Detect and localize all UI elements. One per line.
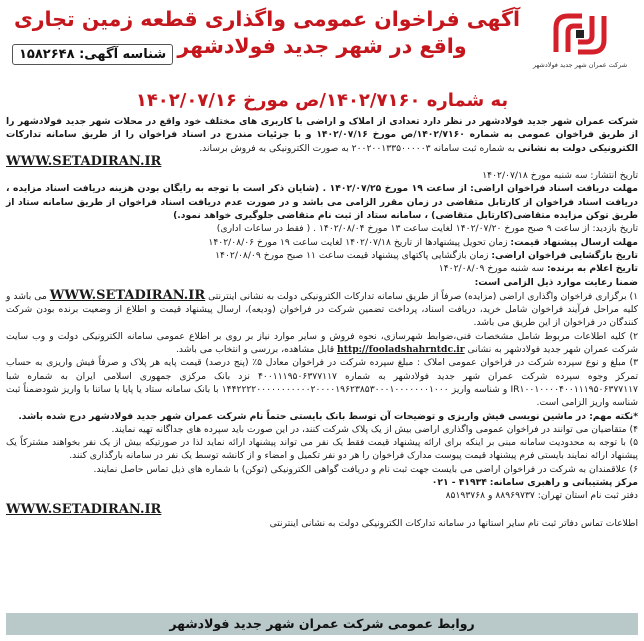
docs-deadline bbox=[6, 182, 638, 222]
winner-date-label: تاریخ اعلام به برنده: bbox=[546, 263, 638, 275]
note-2 bbox=[6, 330, 638, 357]
winner-date-text: سه شنبه مورخ ۱۴۰۲/۰۸/۰۹ bbox=[438, 263, 545, 275]
title-line-2: واقع در شهر جدید فولادشهر bbox=[177, 34, 467, 58]
tehran-registration: دفتر ثبت نام استان تهران: ۸۸۹۶۹۷۳۷ و ۸۵۱۹۳۷۶۸ bbox=[445, 490, 638, 502]
notice-header bbox=[6, 4, 638, 92]
fooladshahr-link[interactable]: http://fooladshahrntdc.ir bbox=[337, 344, 465, 356]
ad-number-value: ۱۵۸۲۶۴۸ bbox=[19, 47, 75, 62]
notice-body bbox=[6, 115, 638, 530]
support-phone: ۴۱۹۳۴ - ۰۲۱ bbox=[431, 477, 487, 489]
opening-date-label: تاریخ بازگشایی فراخوان اراضی: bbox=[491, 249, 638, 261]
note-3-important: *نکته مهم: در ماشین نویسی فیش واریزی و توضیحات آن توسط بانک بایستی حتماً نام شرکت عمران شهر جدید فولادشهر درج شده باشد. bbox=[18, 410, 638, 422]
url-line-3 bbox=[6, 503, 638, 517]
intro-text: شرکت عمران شهر جدید فولادشهر در نظر دارد تعدادی از املاک و اراضی با کاربری های مختلف خود واقع در محلات شهر جدید فولادشهر را از طریق فراخوان عمومی به شماره ۱۴۰۲/۷۱۶۰/ص مورخ ۱۴۰۲/۰۷/۱۶ و با جزئیات مندرج در اسناد فراخوان را از طریق سامانه تدارکات الکترونیکی دولت به نشانی bbox=[6, 116, 638, 154]
ad-number-badge bbox=[12, 44, 173, 65]
public-relations-footer: روابط عمومی شرکت عمران شهر جدید فولادشهر bbox=[6, 613, 638, 635]
docs-deadline-text: از ساعت ۱۹ مورخ ۱۴۰۲/۰۷/۲۵ . (شایان ذکر است با توجه به رایگان بودن هزینه دریافت اسناد مزایده ، دریافت اسناد فراخوان از کارتابل متقاضی در زمان مقرر الزامی می باشد و در صورت عدم دریافت اسناد فراخوان از طریق سامانه ستاد از طریق توکن مزایده متقاضی(کارتابل متقاضی) ، سامانه ستاد از ثبت نام متقاضی جلوگیری خواهد نمود.) bbox=[6, 183, 638, 222]
publish-date: تاریخ انتشار: سه شنبه مورخ ۱۴۰۲/۰۷/۱۸ bbox=[482, 170, 638, 182]
notes-title: ضمنا رعایت موارد ذیل الزامی است: bbox=[474, 276, 638, 288]
ad-number-label: شناسه آگهی: bbox=[79, 47, 167, 62]
note-1-text-2: می باشد و کلیه مراحل فرآیند فراخوان شامل خرید، دریافت اسناد، پرداخت تضمین شرکت در فراخوان (ودیعه)، ارسال پیشنهاد قیمت و اطلاع از وضعیت برنده بودن شرکت کنندگان در فراخوان از این طریق می باشد. bbox=[6, 290, 638, 329]
setadiran-link-2[interactable]: WWW.SETADIRAN.IR bbox=[49, 287, 206, 303]
title-line-1: آگهی فراخوان عمومی واگذاری قطعه زمین تجاری bbox=[13, 7, 520, 31]
support-center bbox=[6, 476, 638, 489]
company-logo bbox=[524, 8, 636, 69]
setadiran-link-3[interactable]: WWW.SETADIRAN.IR bbox=[6, 501, 162, 517]
registration-info: اطلاعات تماس دفاتر ثبت نام سایر استانها در سامانه تدارکات الکترونیکی دولت به نشانی اینترنتی bbox=[269, 517, 638, 529]
offer-deadline-label: مهلت ارسال پیشنهاد قیمت: bbox=[510, 236, 638, 248]
visit-date: تاریخ بازدید: از ساعت ۹ صبح مورخ ۱۴۰۲/۰۷/۲۰ لغایت ساعت ۱۳ مورخ ۱۴۰۲/۰۸/۰۴ . ( فقط در ساعات اداری) bbox=[216, 223, 638, 235]
intro-text-2: به شماره ثبت سامانه ۲۰۰۲۰۰۱۳۳۵۰۰۰۰۰۳ به صورت الکترونیکی به فروش برساند. bbox=[199, 142, 515, 154]
note-4: ۴) متقاضیان می توانند در فراخوان عمومی واگذاری اراضی بیش از یک پلاک شرکت کنند، در این صورت باید سپرده های جداگانه تهیه نمایند. bbox=[111, 423, 638, 435]
offer-deadline bbox=[6, 236, 638, 249]
winner-date bbox=[6, 262, 638, 275]
note-3: ۳) مبلغ و نوع سپرده شرکت در فراخوان عمومی املاک : مبلغ سپرده شرکت در فراخوان معادل ۵٪ (پنج درصد) قیمت پایه هر پلاک و صرفاً فیش واریزی به حساب تمرکز وجوه سپرده شرکت عمران شهر جدید فولادشهر به شماره ۴۰۰۱۱۱۹۵۰۶۳۷۷۱۱۷ نزد بانک مرکزی جمهوری اسلامی ایران به شماره شبا IR۱۰۰۱۰۰۰۰۴۰۰۱۱۱۹۵۰۶۳۷۷۱۱۷ و شناسه واریز ۱۴۴۲۲۲۲۰۰۰۰۰۰۰۰۰۰۰۲۰۰۰۰۱۹۶۲۳۸۵۳۰۰۰۱۰۰۰۰۰۰۰۱۰۰۰ با بانک سامانه ستاد یا پایا یا ساتنا با واریز شودضمناً ثبت شناسه واریز الزامی است. bbox=[6, 357, 639, 409]
note-1-text: ۱) برگزاری فراخوان واگذاری اراضی (مزایده) صرفاً از طریق سامانه تدارکات الکترونیکی دولت به نشانی اینترنتی bbox=[208, 290, 638, 302]
opening-date bbox=[6, 249, 638, 262]
docs-deadline-label: مهلت دریافت اسناد فراخوان اراضی: bbox=[470, 183, 638, 195]
note-2-text: ۲) کلیه اطلاعات مربوط شامل مشخصات فنی،ضوابط شهرسازی، نحوه فروش و سایر موارد نیاز بر روی بر اطلاع عمومی سامانه الکترونیکی دولت و وب سایت شرکت عمران شهر جدید فولادشهر به نشانی bbox=[6, 330, 638, 356]
company-logo-icon bbox=[548, 8, 612, 60]
intro-paragraph bbox=[6, 115, 638, 155]
notice-subtitle: به شماره ۱۴۰۲/۷۱۶۰/ص مورخ ۱۴۰۲/۰۷/۱۶ bbox=[135, 90, 509, 111]
setadiran-link-1[interactable]: WWW.SETADIRAN.IR bbox=[6, 153, 162, 169]
note-2-text-2: قابل مشاهده، بررسی و انتخاب می باشد. bbox=[176, 344, 335, 356]
url-line-1 bbox=[6, 155, 638, 169]
note-1 bbox=[6, 289, 638, 330]
offer-deadline-text: زمان تحویل پیشنهادها از تاریخ ۱۴۰۲/۰۷/۱۸ لغایت ساعت ۱۹ مورخ ۱۴۰۲/۰۸/۰۶ bbox=[208, 236, 508, 248]
opening-date-text: زمان بازگشایی پاکتهای پیشنهاد قیمت ساعت ۱۱ صبح مورخ ۱۴۰۲/۰۸/۰۹ bbox=[215, 249, 489, 261]
note-5: ۵) با توجه به محدودیت سامانه مبنی بر اینکه برای ارائه پیشنهاد قیمت فقط یک نفر می تواند پیشنهاد ارائه نماید لذا در صورتیکه بیش از یک نفر بخواهند مشترکاً یک پیشنهاد ارائه نمایند بایستی فرم پیشنهاد قیمت پیوست مدارک فراخوان را هر دو نفر تکمیل و امضاء و از کانشه توسط یک نفر در سامانه بارگذاری کنند. bbox=[6, 437, 638, 462]
support-label: مرکز پشتیبانی و راهبری سامانه: bbox=[489, 477, 638, 489]
note-6: ۶) علاقمندان به شرکت در فراخوان اراضی می بایست جهت ثبت نام و دریافت گواهی الکترونیکی (توکن) با شماره های ذیل تماس حاصل نمایند. bbox=[93, 463, 638, 475]
logo-caption: شرکت عمران شهر جدید فولادشهر bbox=[532, 61, 628, 69]
